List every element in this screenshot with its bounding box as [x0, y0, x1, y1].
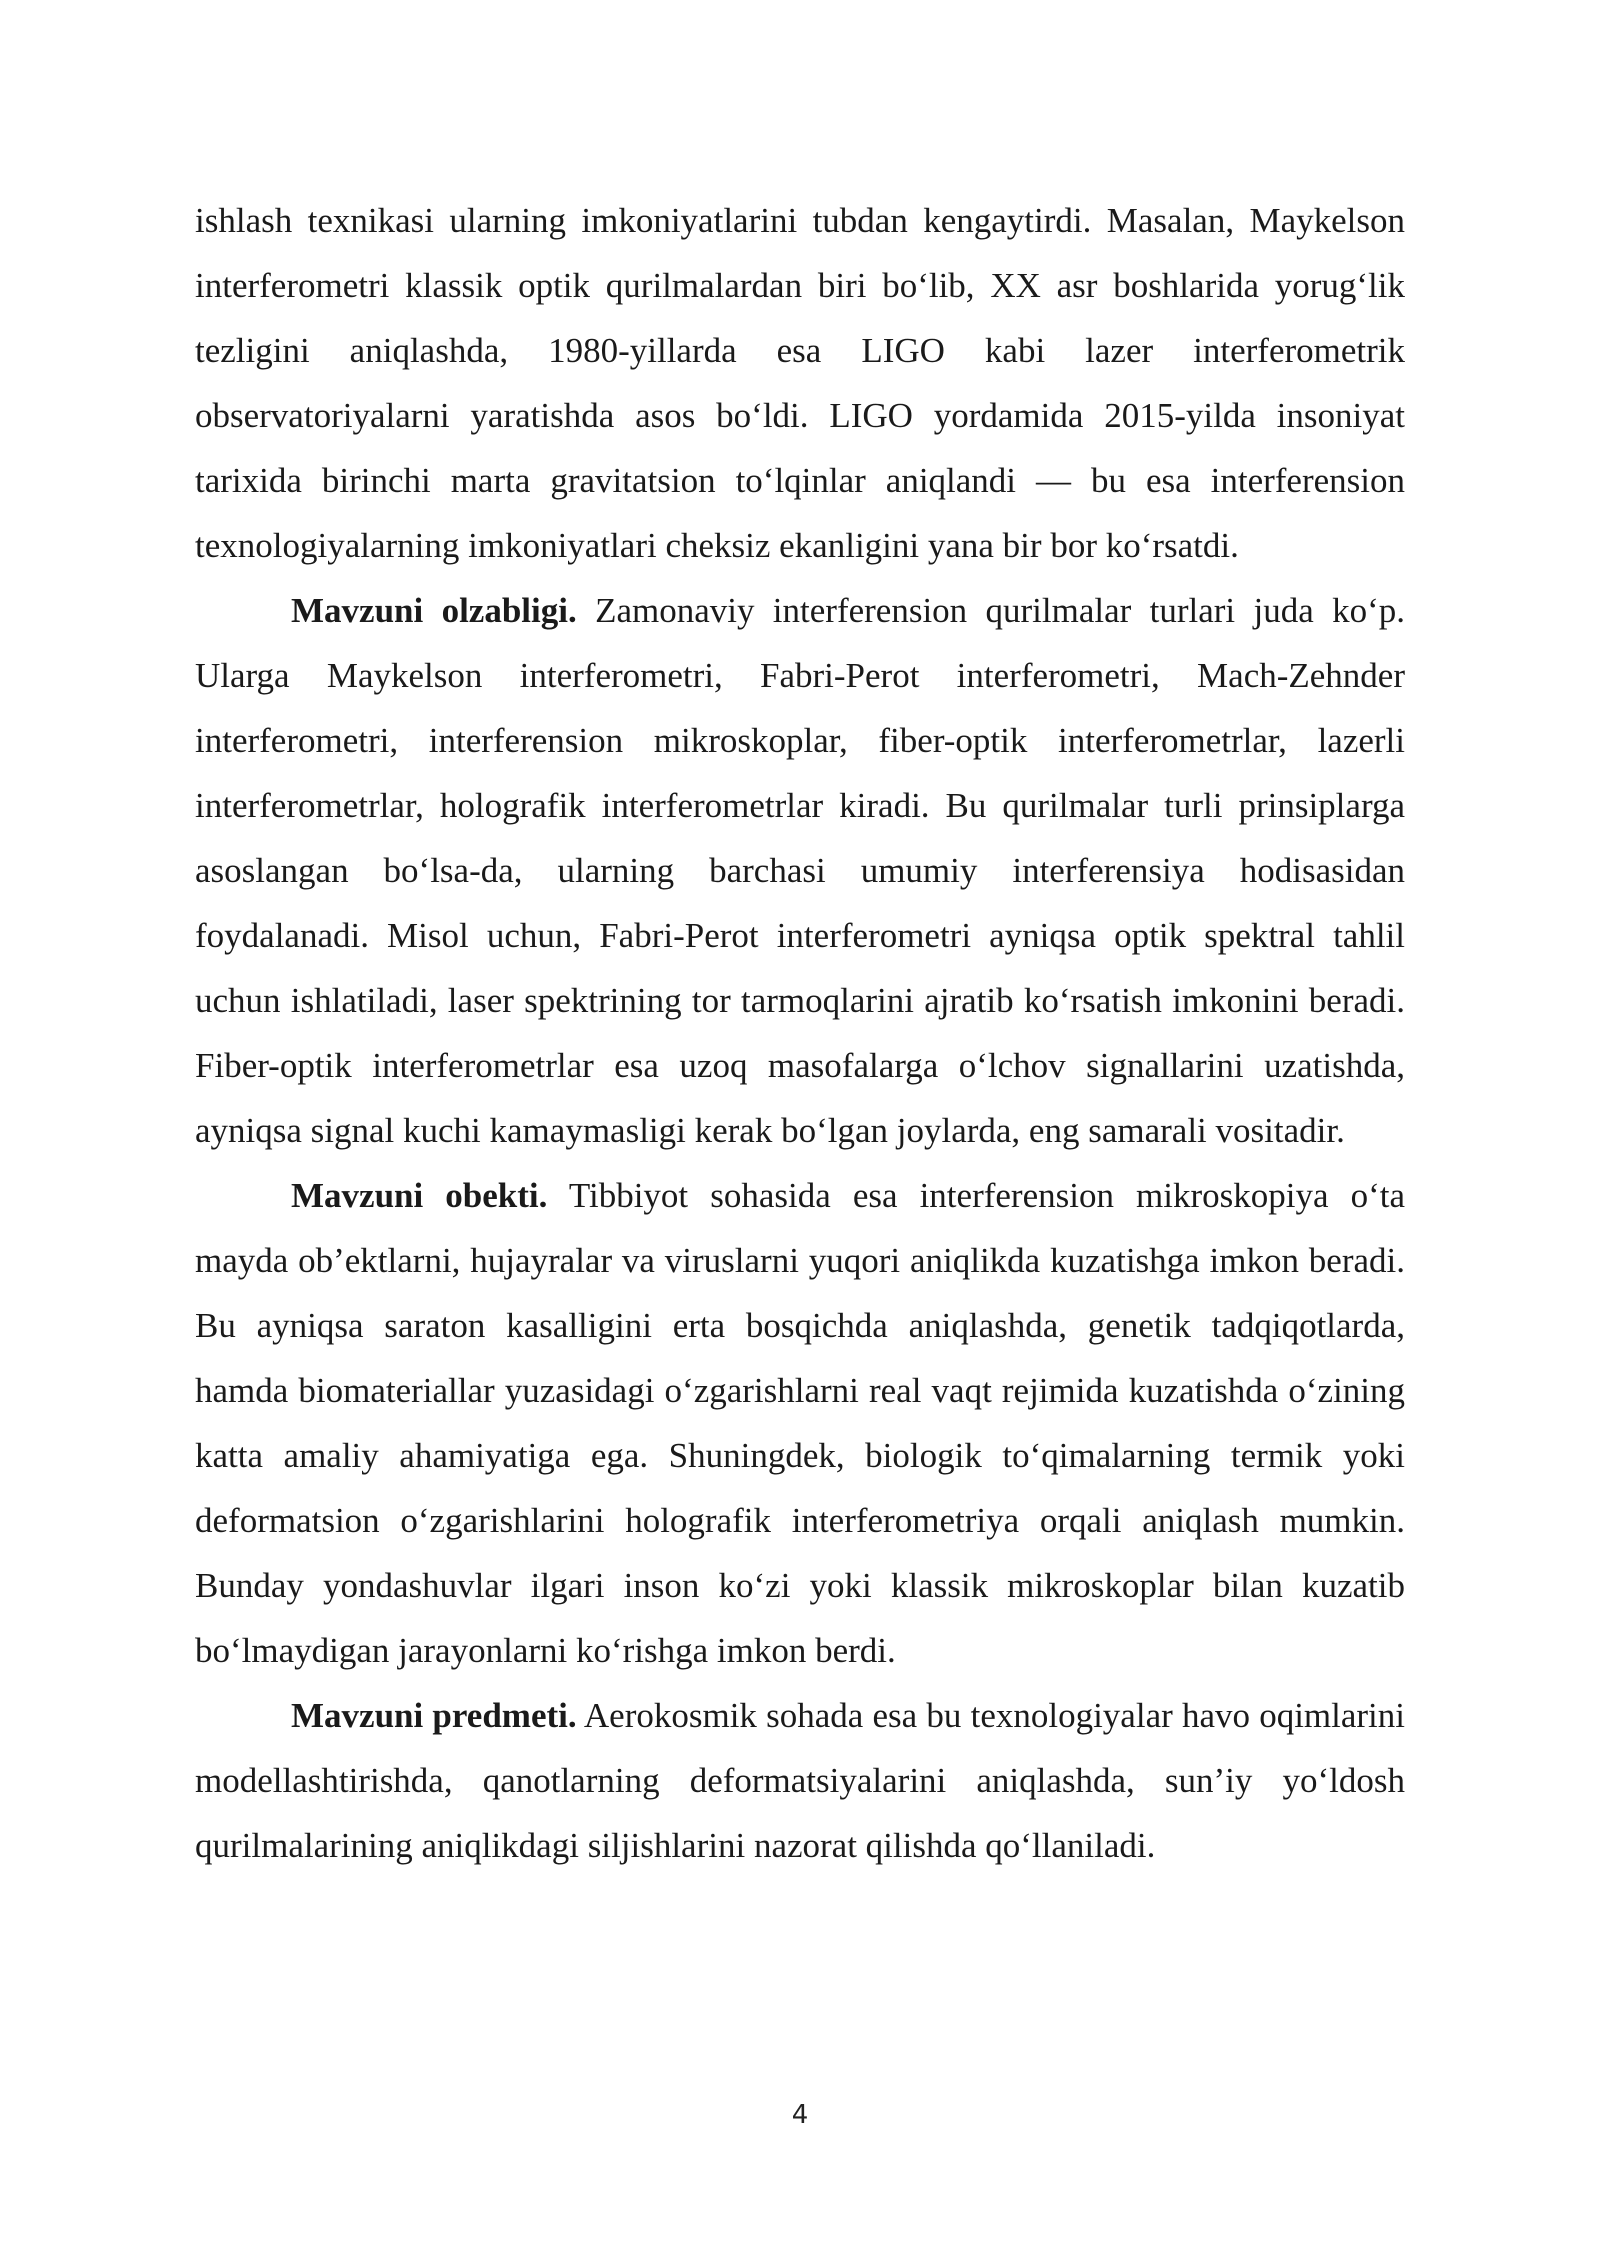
- paragraph-object: [195, 1163, 1405, 1683]
- paragraph-heading: Mavzuni obekti.: [291, 1176, 548, 1215]
- paragraph-text: Zamonaviy interferension qurilmalar turlari juda ko‘p. Ularga Maykelson interferometri, Fabri-Perot interferometri, Mach-Zehnder interferometri, interferension mikroskoplar, fiber-optik interferometrlar, lazerli interferometrlar, holografik interferometrlar kiradi. Bu qurilmalar turli prinsiplarga asoslangan bo‘lsa-da, ularning barchasi umumiy interferensiya hodisasidan foydalanadi. Misol uchun, Fabri-Perot interferometri ayniqsa optik spektral tahlil uchun ishlatiladi, laser spektrining tor tarmoqlarini ajratib ko‘rsatish imkonini beradi. Fiber-optik interferometrlar esa uzoq masofalarga o‘lchov signallarini uzatishda, ayniqsa signal kuchi kamaymasligi kerak bo‘lgan joylarda, eng samarali vositadir.: [195, 591, 1405, 1150]
- paragraph-subject: [195, 1683, 1405, 1878]
- paragraph-text: Tibbiyot sohasida esa interferension mikroskopiya o‘ta mayda ob’ektlarni, hujayralar va viruslarni yuqori aniqlikda kuzatishga imkon beradi. Bu ayniqsa saraton kasalligini erta bosqichda aniqlashda, genetik tadqiqotlarda, hamda biomateriallar yuzasidagi o‘zgarishlarni real vaqt rejimida kuzatishda o‘zining katta amaliy ahamiyatiga ega. Shuningdek, biologik to‘qimalarning termik yoki deformatsion o‘zgarishlarini holografik interferometriya orqali aniqlash mumkin. Bunday yondashuvlar ilgari inson ko‘zi yoki klassik mikroskoplar bilan kuzatib bo‘lmaydigan jarayonlarni ko‘rishga imkon berdi.: [195, 1176, 1405, 1670]
- paragraph-text: Aerokosmik sohada esa bu texnologiyalar havo oqimlarini modellashtirishda, qanotlarning deformatsiyalarini aniqlashda, sun’iy yo‘ldosh qurilmalarining aniqlikdagi siljishlarini nazorat qilishda qo‘llaniladi.: [195, 1696, 1406, 1865]
- paragraph-continuation: [195, 188, 1405, 578]
- page-number: 4: [791, 2100, 809, 2130]
- paragraph-heading: Mavzuni olzabligi.: [291, 591, 577, 630]
- paragraph-heading: Mavzuni predmeti.: [291, 1696, 577, 1735]
- paragraph-text: ishlash texnikasi ularning imkoniyatlarini tubdan kengaytirdi. Masalan, Maykelson interferometri klassik optik qurilmalardan biri bo‘lib, XX asr boshlarida yorug‘lik tezligini aniqlashda, 1980-yillarda esa LIGO kabi lazer interferometrik observatoriyalarni yaratishda asos bo‘ldi. LIGO yordamida 2015-yilda insoniyat tarixida birinchi marta gravitatsion to‘lqinlar aniqlandi — bu esa interferension texnologiyalarning imkoniyatlari cheksiz ekanligini yana bir bor ko‘rsatdi.: [195, 201, 1405, 565]
- body-text: [195, 188, 1405, 1878]
- paragraph-relevance: [195, 578, 1405, 1163]
